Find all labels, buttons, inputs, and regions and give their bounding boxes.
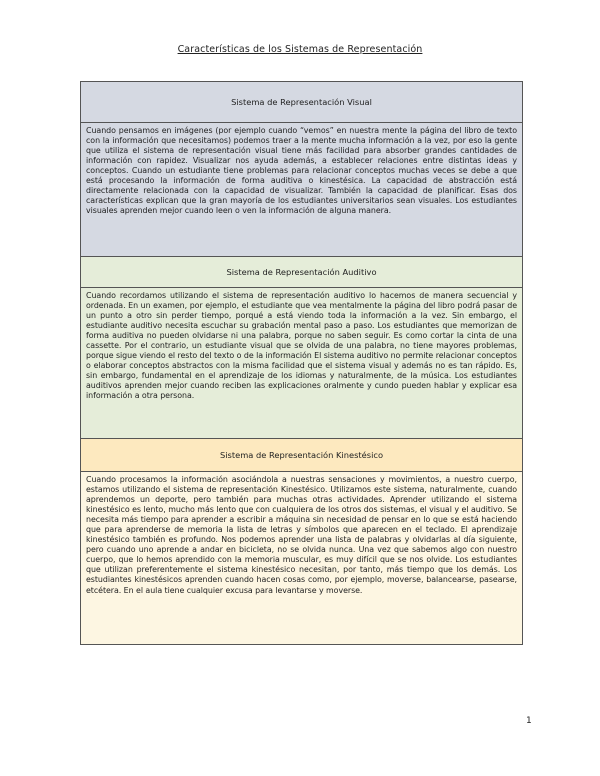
- kinestesico-section-text: Cuando procesamos la información asociándola a nuestras sensaciones y movimientos, a nuestro cuerpo, estamos utilizando el sistema de representación Kinestésico. Utilizamos este sistema, naturalmente, cuando aprendemos un deporte, pero también para muchas otras actividades. Aprender utilizando el sistema kinestésico es lento, mucho más lento que con cualquiera de los otros dos sistemas, el visual y el auditivo. Se necesita más tiempo para aprender a escribir a máquina sin necesidad de pensar en lo que se está haciendo que para aprenderse de memoria la lista de letras y símbolos que aparecen en el teclado. El aprendizaje kinestésico también es profundo. Nos podemos aprender una lista de palabras y olvidarlas al día siguiente, pero cuando uno aprende a andar en bicicleta, no se olvida nunca. Una vez que sabemos algo con nuestro cuerpo, que lo hemos aprendido con la memoria muscular, es muy difícil que se nos olvide. Los estudiantes que utilizan preferentemente el sistema kinestésico necesitan, por tanto, más tiempo que los demás. Los estudiantes kinestésicos aprenden cuando hacen cosas como, por ejemplo, moverse, balancearse, pasearse, etcétera. En el aula tiene cualquier excusa para levantarse y moverse.: [81, 472, 522, 644]
- auditivo-section-text: Cuando recordamos utilizando el sistema de representación auditivo lo hacemos de manera secuencial y ordenada. En un examen, por ejemplo, el estudiante que vea mentalmente la página del libro podrá pasar de un punto a otro sin perder tiempo, porqué a está viendo toda la información a la vez. Sin embargo, el estudiante auditivo necesita escuchar su grabación mental paso a paso. Los estudiantes que memorizan de forma auditiva no pueden olvidarse ni una palabra, porque no saben seguir. Es como cortar la cinta de una cassette. Por el contrario, un estudiante visual que se olvida de una palabra, no tiene mayores problemas, porque sigue viendo el resto del texto o de la información El sistema auditivo no permite relacionar conceptos o elaborar conceptos abstractos con la misma facilidad que el sistema visual y además no es tan rápido. Es, sin embargo, fundamental en el aprendizaje de los idiomas y naturalmente, de la música. Los estudiantes auditivos aprenden mejor cuando reciben las explicaciones oralmente y cundo pueden hablar y explicar esa información a otra persona.: [81, 288, 522, 439]
- document-title: Características de los Sistemas de Representación: [177, 44, 423, 55]
- auditivo-section-heading: Sistema de Representación Auditivo: [81, 257, 522, 288]
- page-number: 1: [526, 716, 532, 726]
- visual-section-text: Cuando pensamos en imágenes (por ejemplo cuando “vemos” en nuestra mente la página del libro de texto con la información que necesitamos) podemos traer a la mente mucha información a la vez, por eso la gente que utiliza el sistema de representación visual tiene más facilidad para absorber grandes cantidades de información con rapidez. Visualizar nos ayuda además, a establecer relaciones entre distintas ideas y conceptos. Cuando un estudiante tiene problemas para relacionar conceptos muchas veces se debe a que está procesando la información de forma auditiva o kinestésica. La capacidad de abstracción está directamente relacionada con la capacidad de visualizar. También la capacidad de planificar. Esas dos características explican que la gran mayoría de los estudiantes universitarios sean visuales. Los estudiantes visuales aprenden mejor cuando leen o ven la información de alguna manera.: [81, 123, 522, 257]
- representation-systems-table: [80, 81, 523, 645]
- kinestesico-section-heading: Sistema de Representación Kinestésico: [81, 439, 522, 472]
- visual-section-heading: Sistema de Representación Visual: [81, 82, 522, 123]
